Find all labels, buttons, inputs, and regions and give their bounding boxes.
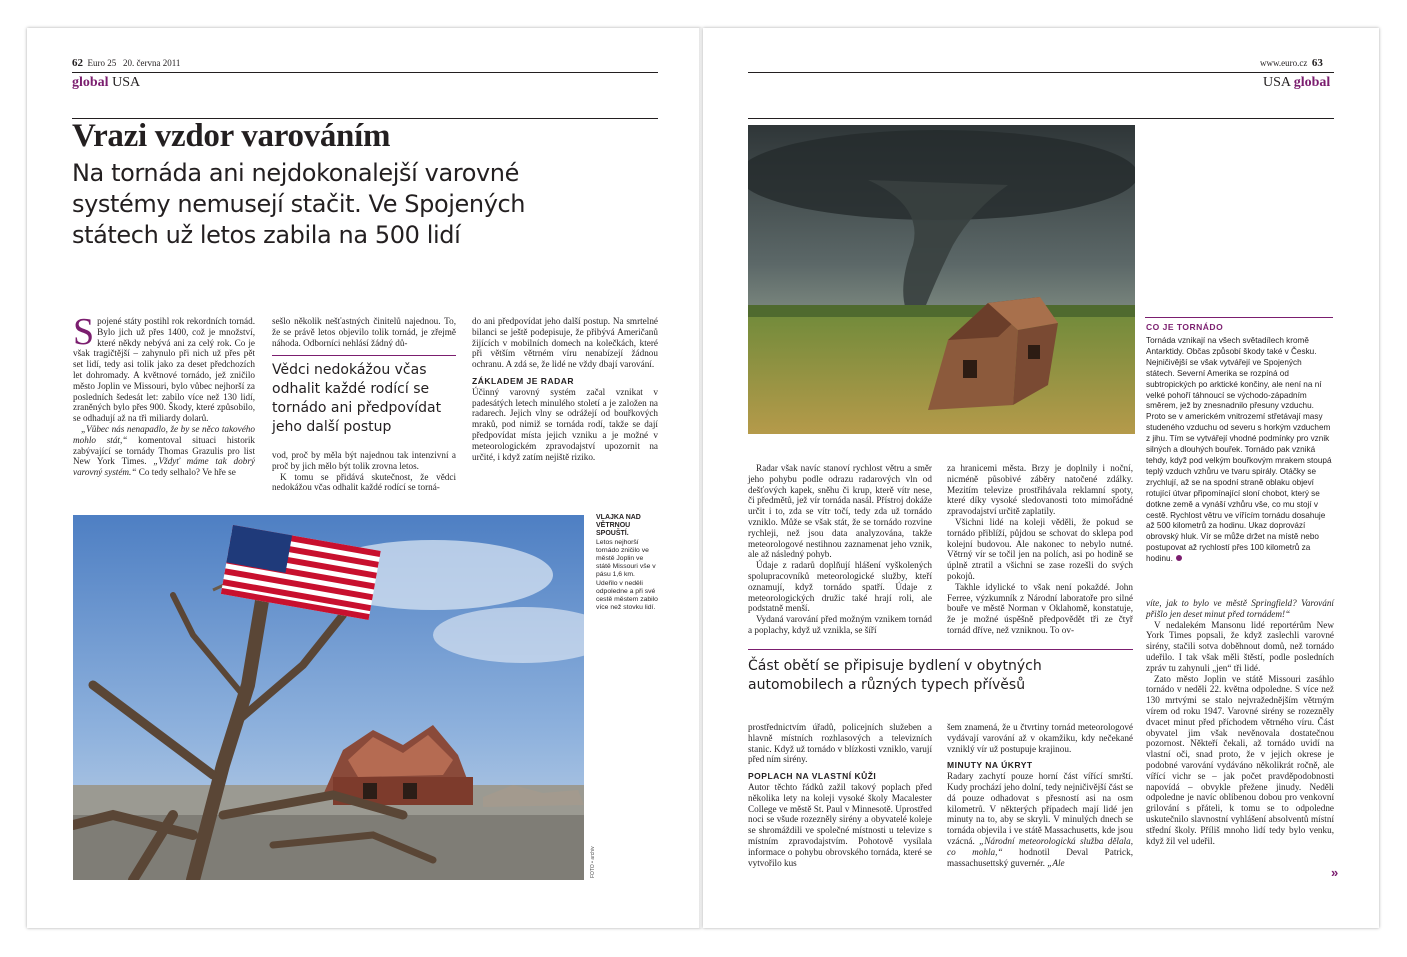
pull-quote: Část obětí se připisuje bydlení v obytných automobilech a různých typech přívěsů [748, 658, 1042, 693]
left-column-2-continued [272, 450, 456, 493]
right-column-3 [748, 722, 932, 868]
body-text: do ani předpovídat jeho další postup. Na smrtelné bilanci se ještě podepisuje, že přibývá Američanů žijících v mobilních domech na kolečkách, které při větším větrném víru nenabízejí žádnou ochranu. A zdá se, že lidé ne vždy dbají varování. [472, 316, 658, 370]
caption-text: Letos nejhorší tornádo zničilo ve městě Joplin ve státě Missouri vše v pásu 1,6 km. Udeřilo v neděli odpoledne a při své cestě městem zabilo více než stovku lidí. [596, 538, 658, 612]
body-text: sešlo několik nešťastných činitelů najednou. To, že se právě letos objevilo tolik tornád, je zřejmě náhoda. Odborníci nehlásí žádný dů- [272, 316, 456, 348]
quote-text: „Ale [1047, 857, 1065, 868]
flag-photo [73, 515, 584, 880]
left-column-3 [472, 316, 658, 462]
sub-heading: ZÁKLADEM JE RADAR [472, 375, 574, 386]
quote-text: víte, jak to bylo ve městě Springfield? Varování přišlo jen deset minut před tornádem!“ [1146, 598, 1334, 619]
quote-text: „Vždyť máme tak dobrý varovný systém.“ [73, 456, 255, 478]
photo-caption [596, 514, 658, 612]
section-name: USA [1263, 75, 1291, 90]
body-text: hodnotil Deval Patrick, massachusettský guvernér. [947, 846, 1133, 868]
info-box-text [1146, 336, 1332, 565]
article-title: Vrazi vzdor varováním [72, 118, 391, 154]
right-column-2 [947, 463, 1133, 636]
body-text: Takhle idylické to však není pokaždé. John Ferree, výzkumník z Národní laboratoře pro silné bouře ve městě Norman v Oklahomě, konstatuje, že je možné úspěšně předpovědět tři ze čtyř tornád dříve, než vzniknou. To ov- [947, 581, 1133, 635]
body-text: Co tedy selhalo? Ve hře se [136, 467, 236, 478]
header-rule [748, 72, 1334, 73]
drop-cap: S [73, 311, 95, 353]
pull-quote: Vědci nedokážou včas odhalit každé rodící se tornádo ani předpovídat jeho další postup [272, 362, 442, 435]
body-text: Radary zachytí pouze horní část vířící smrští. Kudy prochází jeho dolní, tedy nejničivější část se dá pouze odhadovat s přesností asi na osm kilometrů. V některých případech mají lidé jen minuty na to, aby se skryli. V minulých dnech se tornáda objevila i ve státě Massachusetts, kde jsou vzácná. [947, 771, 1133, 846]
body-text: šem znamená, že u čtvrtiny tornád meteorologové vydávají varování až v okamžiku, kdy nečekané vzniklý vír už postupuje krajinou. [947, 722, 1133, 754]
magazine-name: Euro 25 [87, 58, 117, 68]
body-text: za hranicemi města. Brzy je doplnily i noční, nicméně působivé záběry natočené zdálky. Mezitím televize prostřihávala reklamní spoty, které díky vysoké sledovanosti toto mimořádné zpravodajství určitě zaplatily. [947, 463, 1133, 517]
left-column-2 [272, 316, 456, 348]
section-rule [748, 118, 1334, 119]
body-text: Zato město Joplin ve státě Missouri zasáhlo tornádo v neděli 22. května odpoledne. S více než 130 mrtvými se stalo nejvražednějším větrným vírem od roku 1947. Varovné sirény se rozezněly dvacet minut před příchodem větrného víru. Část obyvatel jim však nevěnovala dostatečnou pozornost. Někteří čekali, až tornádo uvidí na vlastní oči, snad proto, že v jejich okrese je podobné varování vydáváno několikrát ročně, ale vířící vichr se – jak počet pravděpodobnosti napovídá – obvykle přežene jinudy. Neděli odpoledne je navíc oblíbenou dobou pro venkovní grilování s přáteli, k tomu se to odpoledne uskutečnilo slavnostní vyhlášení absolventů místní střední školy. Příliš mnoho lidí tedy bylo venku, když žil vel udeřil. [1146, 673, 1334, 846]
article-subtitle: Na tornáda ani nejdokonalejší varovné systémy nemusejí stačit. Ve Spojených státech už letos zabila na 500 lidí [72, 159, 526, 249]
right-column-4 [947, 722, 1133, 868]
box-rule [1145, 317, 1333, 318]
quote-text: „Národní meteorologická služba dělala, co mohla,“ [947, 835, 1133, 857]
body-text: pojené státy postihl rok rekordních tornád. Bylo jich už přes 1400, což je množství, které někdy nebývá ani za celý rok. Co je však tragičtější – zahynulo při nich už přes pět set lidí, tedy asi tolik jako za deset předchozích let dohromady. A květnové tornádo, jež zničilo město Joplin ve Missouri, bylo vůbec nejhorší za posledních šedesát let: zabilo více než 130 lidí, zraněných bylo přes 900. Škody, které způsobilo, se odhadují až na tři miliardy dolarů. [73, 316, 255, 424]
issue-date: 20. června 2011 [123, 58, 181, 68]
left-page-header [72, 57, 180, 69]
body-text: komentoval situaci historik zabývající se tornády Thomas Grazulis pro list New York Times. [73, 434, 256, 467]
photo-credit: FOTO • archiv [590, 846, 596, 878]
section-accent: global [1293, 75, 1331, 90]
body-text: Účinný varovný systém začal vznikat v padesátých letech minulého století a je založen na radarech. Jejich vlny se odrážejí od bouřkových mraků, pod nimiž se tornáda rodí, takže se dají předpovídat místa jejich vzniku a je možné v meteorologickém zpravodajství upozornit na určité, i když zatím nejiště riziko. [472, 386, 658, 462]
left-column-1 [73, 311, 256, 478]
section-accent: global [72, 75, 109, 90]
body-text: Všichni lidé na koleji věděli, že pokud se tornádo přiblíží, půjdou se schovat do sklepa pod kolejní budovou. Ale nakonec to nebylo nutné. Větrný vír se točil jen na polích, asi po hodině se úplně ztratil a všichni se zase rozešli do svých pokojů. [947, 516, 1133, 581]
caption-title: VLAJKA NAD VĚTRNOU SPOUŠTÍ. [596, 514, 641, 538]
section-label [1263, 75, 1330, 91]
page-number: 63 [1311, 57, 1323, 69]
right-column-1 [748, 463, 932, 636]
continue-arrow-icon[interactable]: » [1331, 865, 1339, 880]
pull-quote-rule [748, 649, 1133, 650]
right-page-header [1260, 57, 1323, 69]
section-name: USA [112, 75, 141, 90]
sub-heading: MINUTY NA ÚKRYT [947, 760, 1033, 771]
info-box-title: CO JE TORNÁDO [1146, 322, 1224, 332]
tornado-photo [748, 125, 1135, 434]
body-text: Vydaná varování před možným vznikem tornád a poplachy, když už vznikla, se šíří [748, 614, 932, 635]
body-text: vod, proč by měla být najednou tak intenzivní a proč by jich mělo být tolik zrovna letos. [272, 450, 456, 471]
sub-heading: POPLACH NA VLASTNÍ KŮŽI [748, 771, 877, 782]
right-column-5 [1146, 598, 1334, 846]
body-text: Autor těchto řádků zažil takový poplach před několika lety na koleji vysoké školy Macalester College ve městě St. Paul v Minnesotě. Uprostřed noci se všude rozezněly sirény a obyvatelé koleje se shromáždili ve společné místnosti u televize s místním zpravodajstvím. Pohotově vysílala informace o pohybu obrovského tornáda, které se vytvořilo kus [748, 781, 932, 868]
info-box-body: Tornáda vznikají na všech světadílech kromě Antarktidy. Občas způsobí škody také v Česku. Nejničivější se však vytvářejí ve Spojených státech. Severní Amerika se rozpíná od subtropických po arktické končiny, ale není na ní velké pohoří táhnoucí se východo-západním směrem, jež by znesnadnilo přesuny vzduchu. Proto se v americkém vnitrozemí střetávají masy studeného vzduchu od severu s horkým vzduchem z jihu. Tím se vytvářejí vhodné podmínky pro vznik silných a dlouhých bouřek. Tornádo pak vzniká tehdy, když pod velkým bouřkovým mrakem stoupá teplý vzduch vzhůru ve tvaru spirály. Otáčky se zrychlují, až se na spodní straně oblaku objeví rotující útvar připomínající sloní chobot, který se dotkne země a vynáší vzhůru vše, co mu stojí v cestě. Rychlost větru ve vířícím tornádu dosahuje až 500 kilometrů za hodinu. Ukaz doprovází obrovský hluk. Vír se může držet na místě nebo postupovat až rychlostí přes 100 kilometrů za hodinu. [1146, 336, 1332, 564]
quote-text: „Vůbec nás nenapadlo, že by se něco takového mohlo stát,“ [73, 423, 255, 445]
body-text: V nedalekém Mansonu lidé reportérům New York Times popsali, že když zaslechli varovné sirény, stačili sotva doběhnout domů, než tornádo udeřilo. I tak však měli štěstí, podle posledních zpráv tu zahynuli „jen“ tři lidé. [1146, 619, 1334, 673]
page-number: 62 [72, 57, 83, 69]
body-text: prostřednictvím úřadů, policejních služeben a hlavně místních rozhlasových a televizních stanic. Když už tornádo v blízkosti vzniklo, varují před ním sirény. [748, 722, 932, 765]
body-text: Radar však navíc stanoví rychlost větru a směr jeho pohybu podle odrazu radarových vln od dešťových kapek, sněhu či krup, kterě vítr nese, či předmětů, jež vír tornáda nasál. Přístroj dokáže určit i to, zda se vítr točí, tedy zda už tornádo vzniklo. Může se však stát, že se tornádo rozvine rychleji, než jsou data analyzována, takže meteorologové nestihnou zaznamenat jeho vznik, ale až následný pohyb. [748, 463, 932, 560]
end-bullet-icon [1176, 555, 1182, 561]
body-text: K tomu se přidává skutečnost, že vědci nedokážou včas odhalit každé rodící se torná- [272, 471, 456, 493]
header-rule [72, 72, 658, 73]
section-label [72, 75, 140, 91]
body-text: Údaje z radarů doplňují hlášení vyškolených spolupracovníků meteorologické služby, kteří oznamují, když tornádo spatří. Údaje z meteorologických družic také hrají roli, ale podstatně menší. [748, 560, 932, 614]
pull-quote-rule [272, 355, 456, 356]
website: www.euro.cz [1260, 58, 1308, 68]
